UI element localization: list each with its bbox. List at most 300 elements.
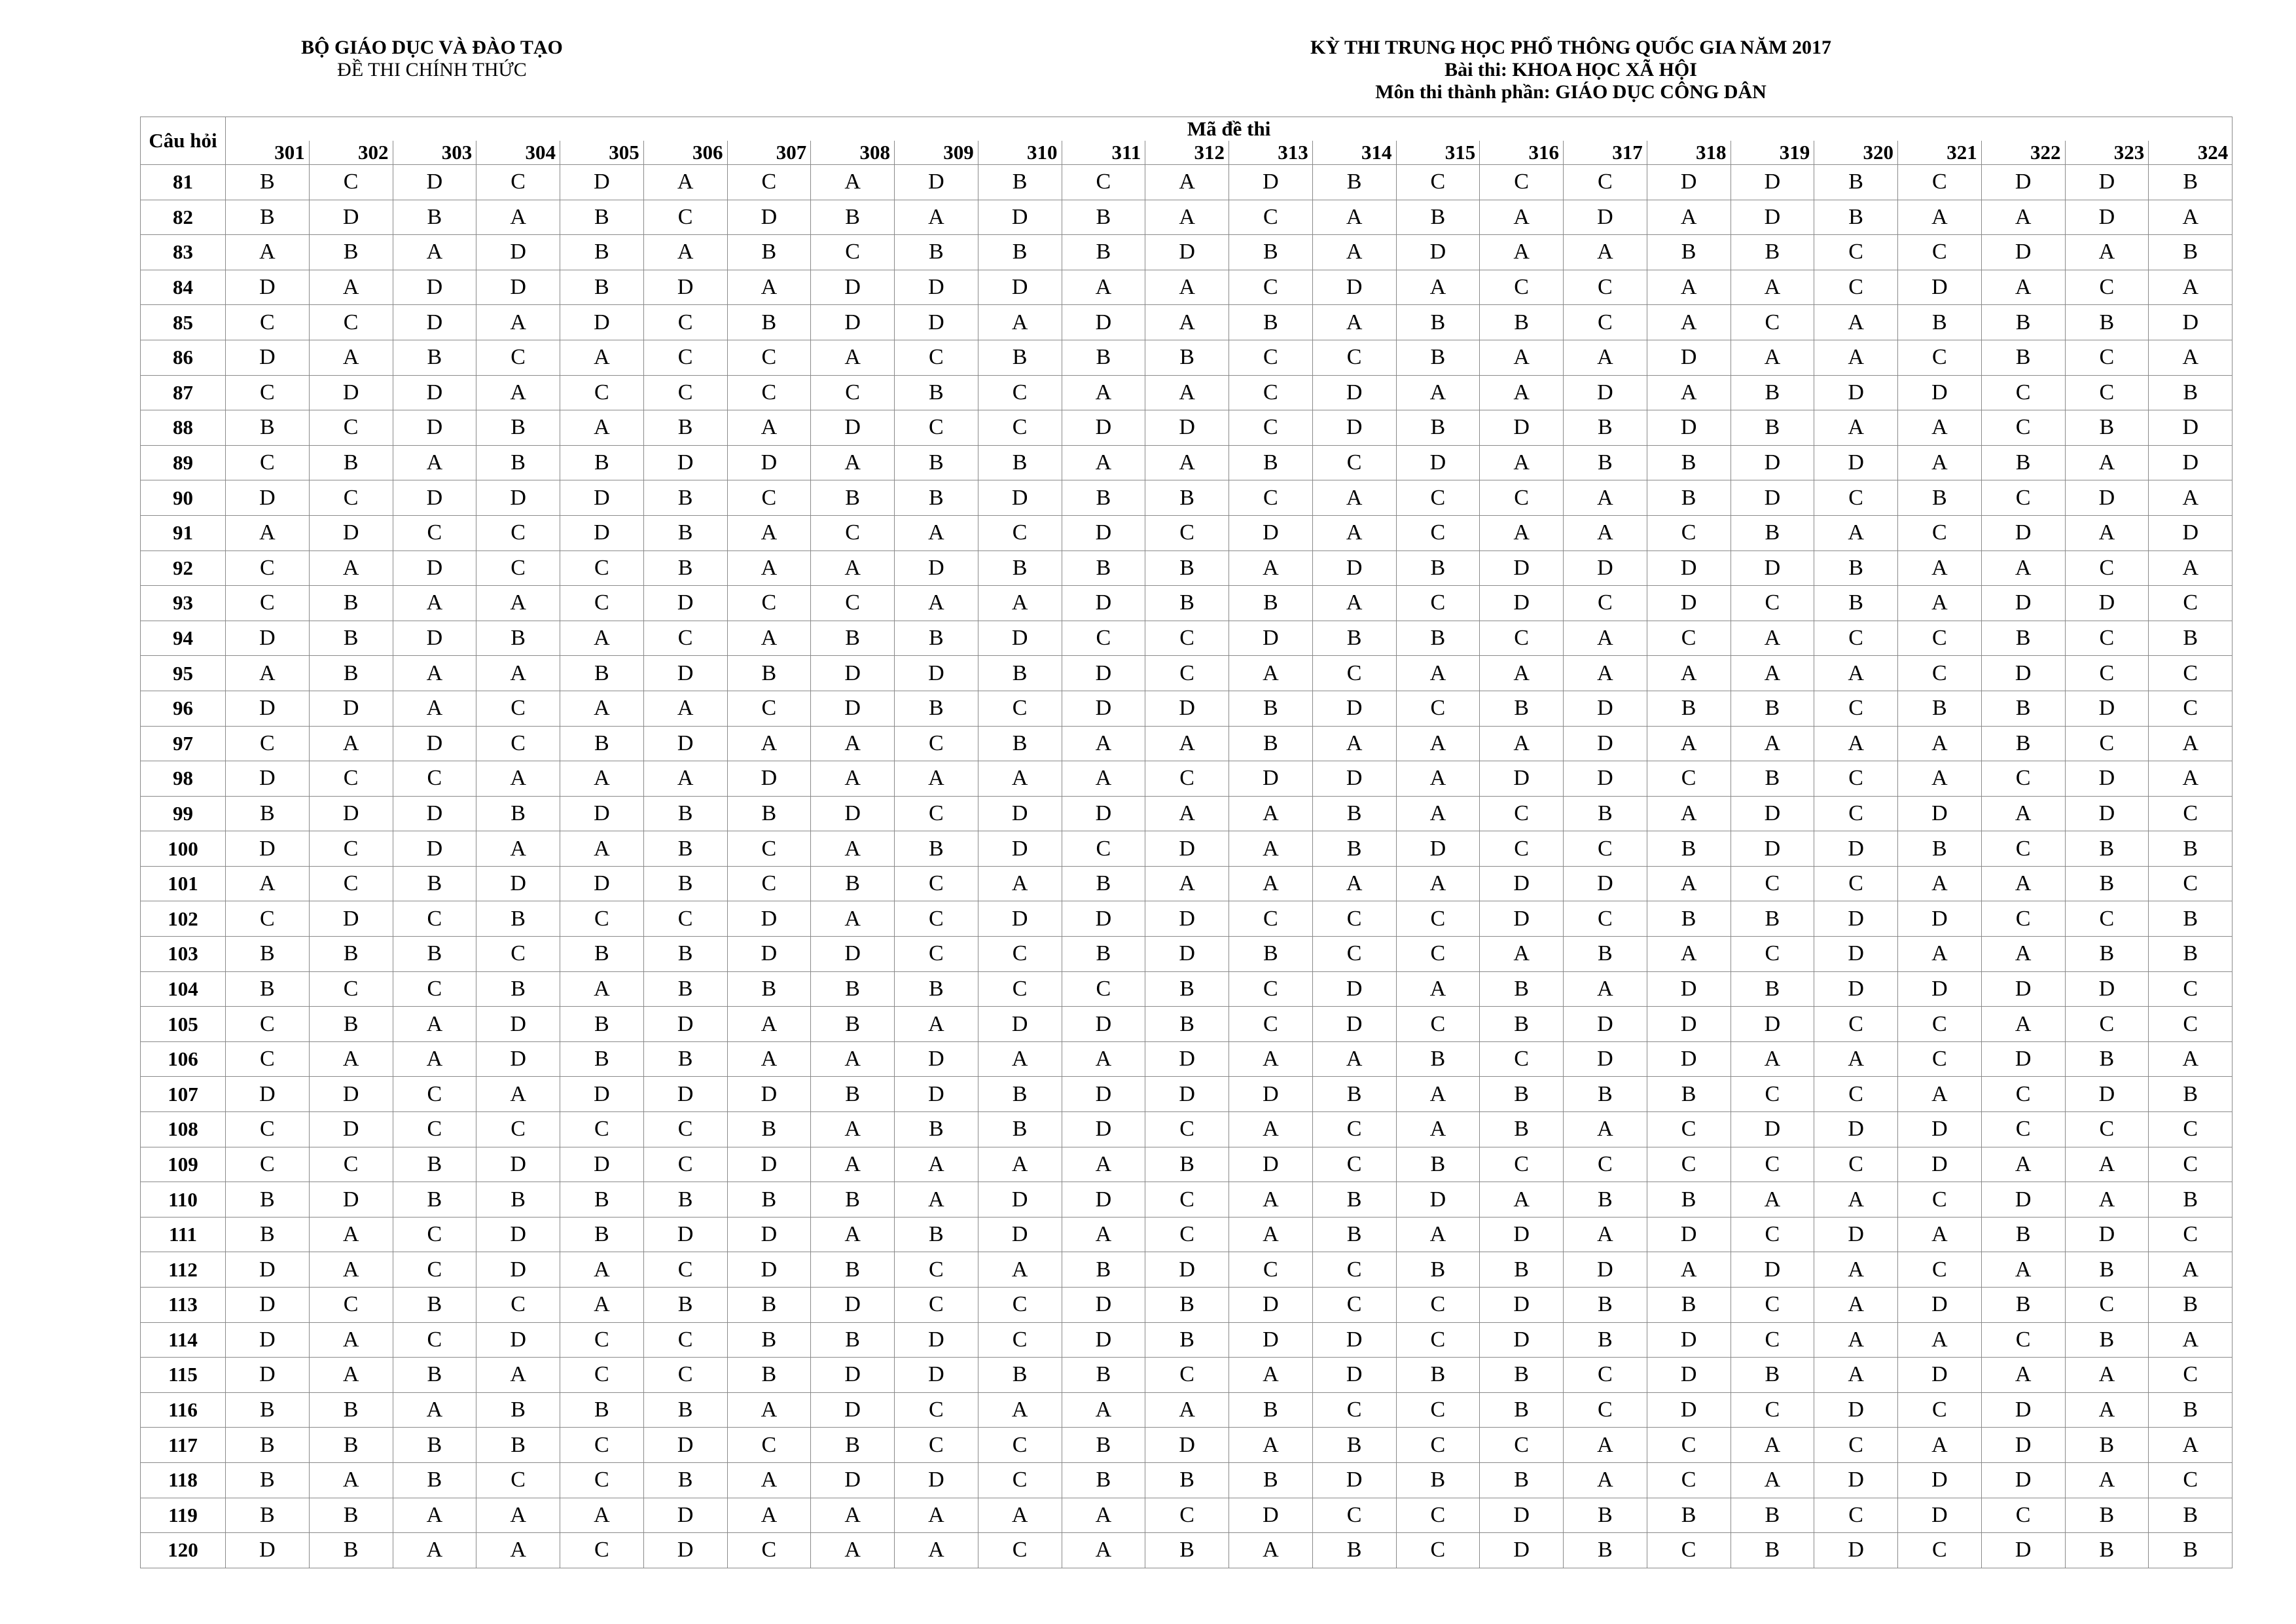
- answer-cell: A: [811, 1498, 895, 1533]
- answer-cell: A: [1898, 445, 1982, 480]
- exam-code-header: Mã đề thi: [226, 117, 2233, 141]
- answer-cell: A: [1229, 656, 1313, 691]
- answer-cell: C: [1229, 270, 1313, 305]
- answer-cell: D: [895, 165, 978, 200]
- answer-cell: B: [226, 937, 310, 972]
- answer-cell: D: [895, 656, 978, 691]
- answer-cell: D: [2149, 305, 2233, 340]
- table-row: [141, 1041, 2233, 1077]
- answer-cell: B: [2149, 621, 2233, 656]
- answer-cell: A: [1898, 1077, 1982, 1112]
- answer-cell: A: [1814, 726, 1898, 761]
- answer-cell: B: [560, 656, 644, 691]
- answer-cell: A: [1396, 796, 1480, 831]
- answer-cell: C: [1898, 1533, 1982, 1568]
- answer-cell: B: [226, 1498, 310, 1533]
- answer-cell: A: [1647, 796, 1731, 831]
- answer-cell: B: [2149, 901, 2233, 937]
- answer-cell: A: [1480, 726, 1564, 761]
- answer-cell: C: [1731, 866, 1814, 901]
- table-row: [141, 1182, 2233, 1218]
- answer-cell: B: [1564, 796, 1647, 831]
- answer-cell: D: [226, 1322, 310, 1358]
- answer-cell: C: [226, 550, 310, 586]
- answer-cell: C: [895, 1288, 978, 1323]
- answer-cell: B: [309, 1498, 393, 1533]
- answer-cell: A: [1564, 656, 1647, 691]
- answer-cell: B: [1480, 1252, 1564, 1288]
- answer-cell: B: [560, 937, 644, 972]
- answer-cell: B: [1647, 1182, 1731, 1218]
- answer-cell: C: [1145, 1217, 1229, 1252]
- answer-cell: A: [560, 340, 644, 375]
- answer-cell: C: [1396, 1533, 1480, 1568]
- answer-cell: D: [476, 1147, 560, 1182]
- answer-cell: B: [1145, 1147, 1229, 1182]
- answer-cell: B: [1312, 1533, 1396, 1568]
- answer-cell: A: [393, 1498, 476, 1533]
- answer-cell: D: [978, 1007, 1062, 1042]
- answer-cell: B: [1814, 586, 1898, 621]
- answer-cell: B: [1229, 1462, 1313, 1498]
- answer-cell: B: [226, 1462, 310, 1498]
- answer-cell: B: [393, 1182, 476, 1218]
- answer-cell: C: [309, 305, 393, 340]
- question-number: 82: [141, 200, 226, 235]
- answer-cell: C: [727, 831, 811, 867]
- answer-cell: C: [643, 621, 727, 656]
- answer-cell: D: [1564, 1041, 1647, 1077]
- answer-cell: B: [1898, 831, 1982, 867]
- answer-cell: B: [1062, 1252, 1145, 1288]
- answer-cell: B: [1564, 1077, 1647, 1112]
- answer-cell: C: [226, 1112, 310, 1147]
- answer-cell: A: [1564, 340, 1647, 375]
- answer-cell: A: [476, 1077, 560, 1112]
- answer-cell: C: [1312, 340, 1396, 375]
- answer-cell: B: [1396, 340, 1480, 375]
- answer-cell: D: [811, 796, 895, 831]
- answer-cell: B: [811, 1322, 895, 1358]
- answer-cell: B: [1229, 937, 1313, 972]
- answer-cell: B: [643, 971, 727, 1007]
- answer-cell: D: [1564, 1252, 1647, 1288]
- answer-cell: B: [226, 971, 310, 1007]
- table-row: [141, 1252, 2233, 1288]
- answer-cell: C: [476, 340, 560, 375]
- table-row: [141, 165, 2233, 200]
- answer-cell: A: [476, 1498, 560, 1533]
- answer-cell: C: [2065, 340, 2149, 375]
- answer-cell: B: [1647, 1288, 1731, 1323]
- table-row: [141, 1007, 2233, 1042]
- answer-cell: D: [2065, 165, 2149, 200]
- answer-cell: B: [1396, 200, 1480, 235]
- answer-cell: D: [1731, 165, 1814, 200]
- exam-code-cell: 306: [643, 141, 727, 165]
- answer-cell: A: [476, 375, 560, 410]
- answer-cell: B: [1145, 340, 1229, 375]
- answer-cell: B: [643, 515, 727, 550]
- answer-cell: B: [1564, 445, 1647, 480]
- answer-cell: B: [895, 691, 978, 726]
- answer-cell: D: [393, 831, 476, 867]
- answer-cell: B: [1480, 1392, 1564, 1428]
- answer-cell: B: [1062, 200, 1145, 235]
- answer-cell: C: [1396, 165, 1480, 200]
- answer-cell: C: [895, 937, 978, 972]
- table-row: [141, 1112, 2233, 1147]
- answer-cell: A: [1731, 1041, 1814, 1077]
- table-row: [141, 235, 2233, 270]
- answer-cell: D: [811, 1358, 895, 1393]
- answer-cell: D: [226, 480, 310, 516]
- answer-cell: B: [1564, 1182, 1647, 1218]
- answer-cell: A: [1396, 971, 1480, 1007]
- table-row: [141, 726, 2233, 761]
- answer-cell: C: [560, 1533, 644, 1568]
- answer-cell: B: [560, 1217, 644, 1252]
- answer-cell: D: [393, 796, 476, 831]
- answer-cell: D: [1898, 375, 1982, 410]
- answer-cell: B: [1062, 1428, 1145, 1463]
- exam-code-cell: 309: [895, 141, 978, 165]
- answer-cell: C: [2149, 1462, 2233, 1498]
- answer-cell: A: [1396, 726, 1480, 761]
- answer-cell: D: [1145, 1428, 1229, 1463]
- answer-cell: C: [309, 866, 393, 901]
- answer-cell: C: [393, 971, 476, 1007]
- answer-cell: C: [1731, 1392, 1814, 1428]
- answer-cell: C: [1981, 901, 2065, 937]
- answer-cell: C: [978, 1322, 1062, 1358]
- answer-cell: B: [476, 796, 560, 831]
- answer-cell: D: [811, 410, 895, 446]
- answer-cell: B: [1312, 165, 1396, 200]
- answer-cell: B: [1480, 691, 1564, 726]
- answer-cell: D: [1814, 971, 1898, 1007]
- answer-cell: D: [226, 1077, 310, 1112]
- answer-cell: C: [1981, 831, 2065, 867]
- answer-cell: C: [643, 901, 727, 937]
- exam-code-cell: 304: [476, 141, 560, 165]
- question-number: 81: [141, 165, 226, 200]
- answer-cell: B: [1814, 200, 1898, 235]
- answer-cell: A: [1814, 1041, 1898, 1077]
- answer-cell: A: [1647, 1252, 1731, 1288]
- answer-cell: D: [1480, 901, 1564, 937]
- answer-cell: B: [727, 1182, 811, 1218]
- answer-cell: C: [1396, 901, 1480, 937]
- answer-cell: A: [895, 515, 978, 550]
- answer-cell: A: [1981, 270, 2065, 305]
- answer-cell: A: [727, 1462, 811, 1498]
- answer-cell: C: [1814, 1147, 1898, 1182]
- answer-cell: C: [727, 586, 811, 621]
- question-number: 101: [141, 866, 226, 901]
- question-number: 105: [141, 1007, 226, 1042]
- table-row: [141, 1392, 2233, 1428]
- answer-cell: B: [1145, 586, 1229, 621]
- question-number: 108: [141, 1112, 226, 1147]
- answer-cell: C: [393, 1112, 476, 1147]
- answer-cell: D: [393, 165, 476, 200]
- answer-cell: D: [1312, 270, 1396, 305]
- answer-cell: B: [1480, 1007, 1564, 1042]
- answer-cell: C: [1396, 480, 1480, 516]
- answer-cell: B: [1396, 1041, 1480, 1077]
- answer-cell: D: [811, 656, 895, 691]
- table-row: [141, 515, 2233, 550]
- answer-cell: C: [1981, 1498, 2065, 1533]
- answer-cell: D: [1229, 1288, 1313, 1323]
- answer-cell: C: [476, 165, 560, 200]
- answer-cell: D: [309, 200, 393, 235]
- answer-cell: A: [1898, 200, 1982, 235]
- answer-cell: C: [643, 200, 727, 235]
- answer-cell: A: [1731, 656, 1814, 691]
- answer-cell: D: [1229, 1147, 1313, 1182]
- answer-cell: B: [811, 1077, 895, 1112]
- answer-cell: A: [1229, 866, 1313, 901]
- answer-cell: C: [1814, 761, 1898, 797]
- answer-cell: D: [1229, 1077, 1313, 1112]
- answer-cell: A: [727, 621, 811, 656]
- answer-cell: B: [1480, 1112, 1564, 1147]
- answer-cell: B: [1312, 831, 1396, 867]
- answer-cell: B: [560, 270, 644, 305]
- answer-cell: C: [811, 375, 895, 410]
- answer-cell: A: [1062, 445, 1145, 480]
- answer-cell: B: [309, 235, 393, 270]
- answer-cell: B: [1981, 1217, 2065, 1252]
- answer-cell: D: [1062, 1077, 1145, 1112]
- answer-cell: C: [1814, 1498, 1898, 1533]
- answer-cell: D: [1814, 1217, 1898, 1252]
- answer-cell: C: [226, 901, 310, 937]
- answer-cell: D: [1145, 691, 1229, 726]
- answer-cell: B: [1145, 1007, 1229, 1042]
- answer-cell: A: [393, 586, 476, 621]
- table-row: [141, 656, 2233, 691]
- answer-cell: C: [1814, 1077, 1898, 1112]
- answer-cell: A: [1229, 1533, 1313, 1568]
- question-number: 120: [141, 1533, 226, 1568]
- answer-cell: C: [560, 901, 644, 937]
- question-number: 118: [141, 1462, 226, 1498]
- answer-cell: D: [476, 1041, 560, 1077]
- answer-cell: B: [1731, 375, 1814, 410]
- answer-cell: C: [643, 1252, 727, 1288]
- answer-cell: A: [1898, 1322, 1982, 1358]
- answer-cell: D: [978, 480, 1062, 516]
- answer-cell: D: [560, 796, 644, 831]
- answer-cell: D: [1145, 410, 1229, 446]
- answer-cell: A: [895, 586, 978, 621]
- answer-cell: C: [1229, 1252, 1313, 1288]
- answer-cell: C: [560, 375, 644, 410]
- answer-cell: A: [309, 1252, 393, 1288]
- answer-cell: D: [1731, 1007, 1814, 1042]
- answer-cell: D: [1062, 796, 1145, 831]
- answer-cell: A: [643, 235, 727, 270]
- answer-cell: C: [978, 515, 1062, 550]
- answer-cell: C: [1312, 1288, 1396, 1323]
- answer-cell: A: [1229, 796, 1313, 831]
- answer-cell: D: [1145, 901, 1229, 937]
- answer-cell: D: [1731, 1252, 1814, 1288]
- answer-cell: C: [2065, 1288, 2149, 1323]
- answer-cell: D: [1145, 937, 1229, 972]
- answer-cell: A: [1062, 375, 1145, 410]
- answer-cell: A: [1731, 1428, 1814, 1463]
- answer-cell: D: [1062, 305, 1145, 340]
- table-row: [141, 937, 2233, 972]
- exam-code-cell: 307: [727, 141, 811, 165]
- question-number: 90: [141, 480, 226, 516]
- answer-cell: C: [895, 866, 978, 901]
- answer-cell: D: [2065, 1077, 2149, 1112]
- question-number: 88: [141, 410, 226, 446]
- answer-cell: C: [1898, 235, 1982, 270]
- answer-cell: D: [643, 1217, 727, 1252]
- answer-cell: C: [1312, 1252, 1396, 1288]
- answer-cell: D: [895, 1041, 978, 1077]
- answer-cell: C: [309, 410, 393, 446]
- answer-cell: B: [2149, 235, 2233, 270]
- answer-cell: C: [560, 1322, 644, 1358]
- table-row: [141, 200, 2233, 235]
- answer-cell: B: [1480, 1077, 1564, 1112]
- answer-cell: A: [476, 305, 560, 340]
- answer-cell: D: [309, 515, 393, 550]
- answer-cell: B: [1062, 480, 1145, 516]
- answer-cell: A: [895, 1533, 978, 1568]
- answer-cell: A: [978, 761, 1062, 797]
- answer-cell: B: [309, 1533, 393, 1568]
- answer-cell: A: [393, 1392, 476, 1428]
- answer-cell: D: [1814, 445, 1898, 480]
- answer-cell: A: [811, 1112, 895, 1147]
- answer-cell: B: [727, 656, 811, 691]
- answer-cell: C: [393, 1077, 476, 1112]
- answer-cell: C: [1312, 937, 1396, 972]
- answer-cell: C: [978, 1428, 1062, 1463]
- answer-cell: A: [560, 621, 644, 656]
- answer-cell: B: [1229, 586, 1313, 621]
- header-right: [1204, 37, 1937, 103]
- answer-cell: B: [1981, 340, 2065, 375]
- answer-cell: A: [1312, 1041, 1396, 1077]
- answer-cell: A: [1229, 1217, 1313, 1252]
- answer-cell: D: [1480, 866, 1564, 901]
- answer-cell: B: [643, 796, 727, 831]
- answer-cell: A: [226, 866, 310, 901]
- answer-cell: A: [1814, 1182, 1898, 1218]
- answer-cell: A: [2149, 480, 2233, 516]
- answer-cell: B: [226, 410, 310, 446]
- answer-cell: D: [2065, 761, 2149, 797]
- answer-cell: D: [226, 1288, 310, 1323]
- exam-code-cell: 321: [1898, 141, 1982, 165]
- answer-cell: A: [476, 831, 560, 867]
- answer-key-table: [140, 117, 2233, 1568]
- answer-cell: C: [1062, 831, 1145, 867]
- answer-cell: B: [1898, 305, 1982, 340]
- answer-cell: B: [309, 937, 393, 972]
- answer-cell: B: [309, 1392, 393, 1428]
- answer-cell: A: [2149, 270, 2233, 305]
- answer-cell: D: [560, 866, 644, 901]
- answer-cell: A: [1312, 305, 1396, 340]
- answer-cell: D: [1731, 550, 1814, 586]
- answer-cell: C: [643, 1322, 727, 1358]
- answer-cell: A: [1731, 270, 1814, 305]
- answer-cell: D: [309, 1077, 393, 1112]
- answer-cell: C: [1396, 1007, 1480, 1042]
- answer-cell: C: [1564, 305, 1647, 340]
- answer-cell: A: [643, 761, 727, 797]
- answer-cell: A: [1480, 445, 1564, 480]
- answer-cell: B: [1647, 235, 1731, 270]
- answer-cell: C: [1062, 165, 1145, 200]
- answer-cell: D: [2065, 796, 2149, 831]
- answer-cell: D: [393, 410, 476, 446]
- answer-cell: A: [393, 656, 476, 691]
- answer-cell: D: [1229, 1498, 1313, 1533]
- answer-cell: D: [895, 270, 978, 305]
- answer-cell: B: [1312, 621, 1396, 656]
- answer-cell: C: [727, 1533, 811, 1568]
- answer-cell: C: [978, 937, 1062, 972]
- answer-cell: D: [1981, 1182, 2065, 1218]
- answer-cell: A: [560, 761, 644, 797]
- answer-cell: B: [727, 1358, 811, 1393]
- answer-cell: D: [1062, 901, 1145, 937]
- answer-cell: A: [393, 235, 476, 270]
- answer-cell: A: [1145, 375, 1229, 410]
- question-number: 87: [141, 375, 226, 410]
- answer-cell: A: [727, 410, 811, 446]
- answer-cell: C: [1647, 1112, 1731, 1147]
- answer-cell: D: [1898, 971, 1982, 1007]
- answer-cell: D: [978, 200, 1062, 235]
- answer-cell: D: [1981, 656, 2065, 691]
- answer-cell: C: [1647, 515, 1731, 550]
- answer-cell: D: [1312, 375, 1396, 410]
- answer-cell: D: [895, 1358, 978, 1393]
- answer-cell: A: [1145, 726, 1229, 761]
- answer-cell: D: [1814, 375, 1898, 410]
- answer-cell: B: [643, 1182, 727, 1218]
- answer-cell: C: [895, 1392, 978, 1428]
- answer-cell: B: [560, 1392, 644, 1428]
- answer-cell: A: [1062, 761, 1145, 797]
- answer-cell: D: [1898, 1147, 1982, 1182]
- answer-cell: C: [1480, 1428, 1564, 1463]
- answer-cell: D: [978, 901, 1062, 937]
- answer-cell: C: [727, 480, 811, 516]
- answer-cell: C: [226, 1041, 310, 1077]
- answer-cell: C: [1396, 1428, 1480, 1463]
- answer-cell: B: [2065, 1533, 2149, 1568]
- answer-cell: D: [643, 445, 727, 480]
- answer-cell: C: [1229, 480, 1313, 516]
- answer-cell: B: [1647, 1077, 1731, 1112]
- answer-cell: D: [560, 480, 644, 516]
- answer-cell: D: [1981, 1041, 2065, 1077]
- answer-cell: A: [1145, 200, 1229, 235]
